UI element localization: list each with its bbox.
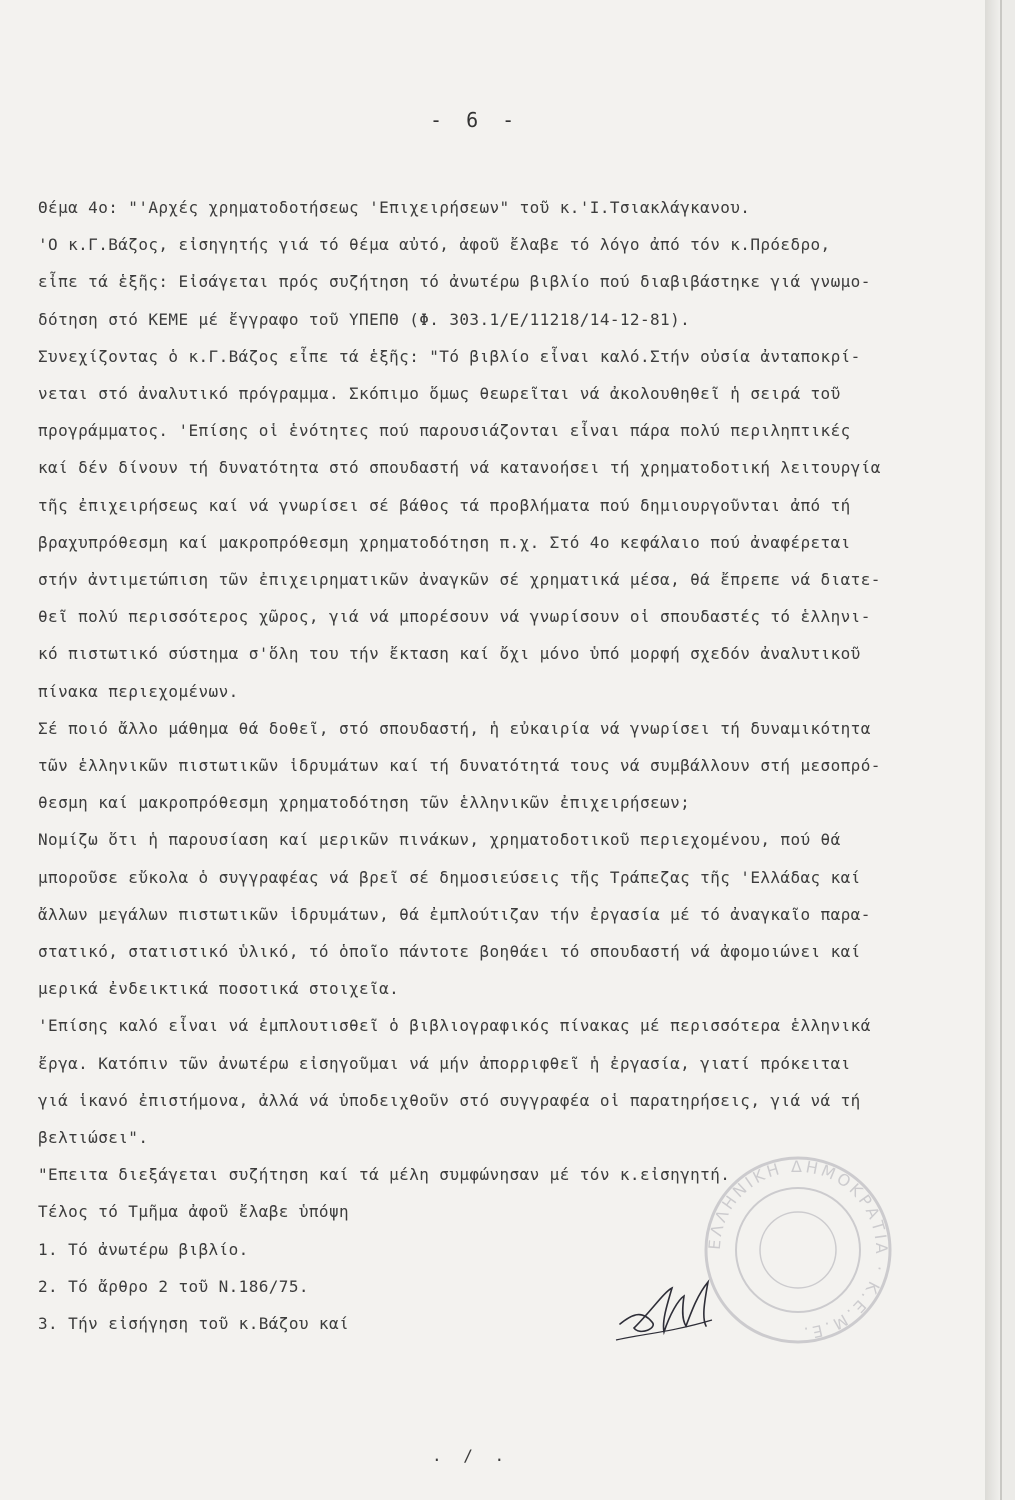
text-line: δότηση στό ΚΕΜΕ μέ ἔγγραφο τοῦ ΥΠΕΠΘ (Φ. 303.1/Ε/11218/14-12-81). (38, 309, 691, 329)
text-line: Νομίζω ὅτι ἡ παρουσίαση καί μερικῶν πινάκων, χρηματοδοτικοῦ περιεχομένου, πού θά (38, 830, 841, 850)
text-line: καί δέν δίνουν τή δυνατότητα στό σπουδαστή νά κατανοήσει τή χρηματοδοτική λειτουργία (38, 458, 881, 478)
text-line: Συνεχίζοντας ὁ κ.Γ.Βάζος εἶπε τά ἑξῆς: "Τό βιβλίο εἶναι καλό.Στήν οὐσία ἀνταποκρί- (38, 346, 861, 366)
text-line: μερικά ἐνδεικτικά ποσοτικά στοιχεῖα. (38, 979, 400, 999)
text-line: νεται στό ἀναλυτικό πρόγραμμα. Σκόπιμο ὅμως θεωρεῖται νά ἀκολουθηθεῖ ἡ σειρά τοῦ (38, 384, 841, 403)
svg-text:ΕΛΛΗΝΙΚΗ ΔΗΜΟΚΡΑΤΙΑ · Κ.Ε.Μ.Ε.: ΕΛΛΗΝΙΚΗ ΔΗΜΟΚΡΑΤΙΑ · Κ.Ε.Μ.Ε. (704, 1156, 892, 1344)
page-number: - 6 - (430, 108, 521, 132)
handwritten-signature (612, 1262, 722, 1352)
text-line: 2. Τό ἄρθρο 2 τοῦ Ν.186/75. (38, 1276, 309, 1296)
text-line: μποροῦσε εὔκολα ὁ συγγραφέας νά βρεῖ σέ δημοσιεύσεις τῆς Τράπεζας τῆς 'Ελλάδας καί (38, 867, 861, 887)
official-stamp (698, 1150, 898, 1350)
text-line: προγράμματος. 'Επίσης οἱ ἑνότητες πού παρουσιάζονται εἶναι πάρα πολύ περιληπτικές (38, 421, 851, 441)
text-line: στήν ἀντιμετώπιση τῶν ἐπιχειρηματικῶν ἀναγκῶν σέ χρηματικά μέσα, θά ἔπρεπε νά διατε- (38, 570, 881, 589)
text-line: "Επειτα διεξάγεται συζήτηση καί τά μέλη συμφώνησαν μέ τόν κ.εἰσηγητή. (38, 1165, 731, 1185)
text-line: 'Επίσης καλό εἶναι νά ἐμπλουτισθεῖ ὁ βιβλιογραφικός πίνακας μέ περισσότερα ἑλληνικά (38, 1016, 871, 1036)
text-line: 1. Τό ἀνωτέρω βιβλίο. (38, 1239, 249, 1259)
text-line: τῆς ἐπιχειρήσεως καί νά γνωρίσει σέ βάθος τά προβλήματα πού δημιουργοῦνται ἀπό τή (38, 495, 851, 515)
continued-mark: . / . (432, 1446, 511, 1465)
text-line: Σέ ποιό ἄλλο μάθημα θά δοθεῖ, στό σπουδαστή, ἡ εὐκαιρία νά γνωρίσει τή δυναμικότητα (38, 718, 871, 738)
text-line: 'Ο κ.Γ.Βάζος, εἰσηγητής γιά τό θέμα αὐτό, ἀφοῦ ἔλαβε τό λόγο ἀπό τόν κ.Πρόεδρο, (38, 235, 831, 255)
text-line: ἔργα. Κατόπιν τῶν ἀνωτέρω εἰσηγοῦμαι νά μήν ἀπορριφθεῖ ἡ ἐργασία, γιατί πρόκειται (38, 1053, 851, 1073)
text-line: Θέμα 4ο: "'Αρχές χρηματοδοτήσεως 'Επιχειρήσεων" τοῦ κ.'Ι.Τσιακλάγκανου. (38, 198, 751, 217)
text-line: πίνακα περιεχομένων. (38, 681, 239, 701)
text-line: θεσμη καί μακροπρόθεσμη χρηματοδότηση τῶν ἑλληνικῶν ἐπιχειρήσεων; (38, 793, 691, 813)
text-line: βελτιώσει". (38, 1128, 149, 1147)
text-line: κό πιστωτικό σύστημα σ'ὅλη του τήν ἔκταση καί ὄχι μόνο ὑπό μορφή σχεδόν ἀναλυτικοῦ (38, 644, 861, 664)
text-line: στατικό, στατιστικό ὑλικό, τό ὁποῖο πάντοτε βοηθάει τό σπουδαστή νά ἀφομοιώνει καί (38, 942, 861, 961)
text-line: ἄλλων μεγάλων πιστωτικῶν ἱδρυμάτων, θά ἐμπλούτιζαν τήν ἐργασία μέ τό ἀναγκαῖο παρα- (38, 904, 871, 924)
page-edge (985, 0, 1000, 1500)
text-line: εἶπε τά ἑξῆς: Εἰσάγεται πρός συζήτηση τό ἀνωτέρω βιβλίο πού διαβιβάστηκε γιά γνωμο- (38, 272, 871, 292)
text-line: βραχυπρόθεσμη καί μακροπρόθεσμη χρηματοδότηση π.χ. Στό 4ο κεφάλαιο πού ἀναφέρεται (38, 532, 851, 552)
text-line: θεῖ πολύ περισσότερος χῶρος, γιά νά μπορέσουν νά γνωρίσουν οἱ σπουδαστές τό ἑλληνι- (38, 607, 871, 627)
text-line: 3. Τήν εἰσήγηση τοῦ κ.Βάζου καί (38, 1314, 350, 1333)
text-line: τῶν ἑλληνικῶν πιστωτικῶν ἱδρυμάτων καί τή δυνατότητά τους νά συμβάλλουν στή μεσοπρό- (38, 756, 881, 775)
text-line: Τέλος τό Τμῆμα ἀφοῦ ἔλαβε ὑπόψη (38, 1202, 350, 1222)
text-line: γιά ἱκανό ἐπιστήμονα, ἀλλά νά ὑποδειχθοῦν στό συγγραφέα οἱ παρατηρήσεις, γιά νά τή (38, 1090, 861, 1110)
